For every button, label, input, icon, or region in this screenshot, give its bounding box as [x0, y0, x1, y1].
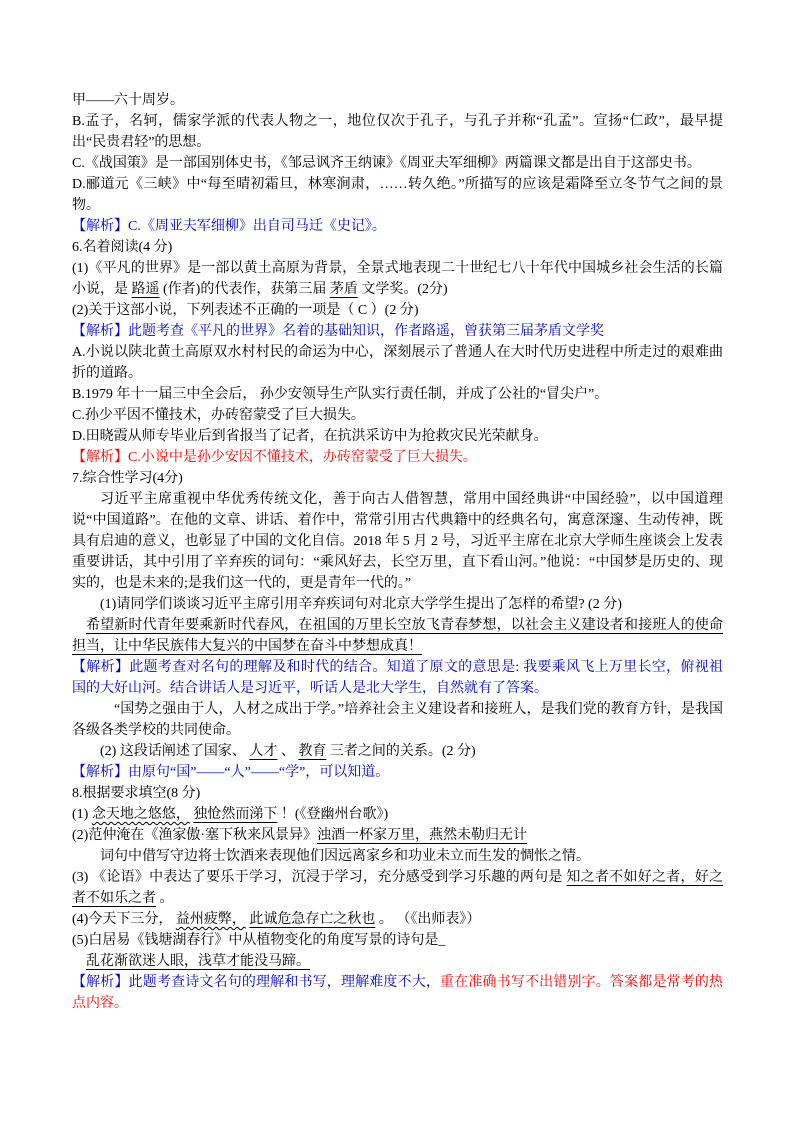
text-run: 【解析】C.《周亚夫军细柳》出自司马迁《史记》。: [72, 219, 386, 234]
text-run: (2) 这段话阐述了国家、: [100, 744, 250, 759]
text-run: 三者之间的关系。(2 分): [326, 744, 476, 759]
question-7-title: [72, 468, 723, 489]
text-run: (2)范仲淹在《渔家傲·塞下秋来风景异》: [72, 828, 317, 843]
text-run: (1)请同学们谈谈习近平主席引用辛弃疾词句对北京大学学生提出了怎样的希望? (2 分): [100, 597, 622, 612]
q6-option-a: [72, 342, 723, 384]
text-run: “国势之强由于人，人材之成出于学。”培养社会主义建设者和接班人，是我们党的教育方针，是我国各级各类学校的共同使命。: [72, 702, 723, 738]
question-6-2: [72, 300, 723, 321]
analysis-q6-2: [72, 321, 723, 342]
q6-option-c: [72, 405, 723, 426]
text-run: 习近平主席重视中华优秀传统文化，善于向古人借智慧，常用中国经典讲“中国经验”，以中国道理说“中国道路”。在他的文章、讲话、着作中，常常引用古代典籍中的经典名句，寓意深邃、生动传神，既具有启迪的意义，也彰显了中国的文化自信。2018 年 5 月 2 号，习近平主席在北京大学师生座谈会上发表重要讲话，其中引用了辛弃疾的词句：“乘风好去，长空万里，直下看山河。”他说：“中国梦是历史的、现实的，也是未来的;是我们这一代的，更是青年一代的。”: [72, 492, 723, 591]
q7-sub2: [72, 741, 723, 762]
question-6-1: [72, 258, 723, 300]
text-run: D.郦道元《三峡》中“每至晴初霜旦，林寒涧肃，……转久绝。”所描写的应该是霜降至立冬节气之间的景物。: [72, 177, 723, 213]
text-run: 。 （《出师表》）: [375, 912, 481, 927]
text-run: 【解析】此题考查对名句的理解及和时代的结合。知道了原文的意思是: 我要乘风飞上万里长空，俯视祖国的大好山河。结合讲话人是习近平，听话人是北大学生，自然就有了答案。: [72, 660, 723, 696]
text-run: 【解析】由原句“国”——“人”——“学”，可以知道。: [72, 765, 390, 780]
text-run: (3) 《论语》中表达了要乐于学习，沉浸于学习，充分感受到学习乐趣的两句是: [72, 870, 567, 885]
q8-2: [72, 825, 723, 846]
q7-intro: [72, 489, 723, 594]
option-a-continuation: [72, 90, 723, 111]
question-6-title: [72, 237, 723, 258]
q7-sub1: [72, 594, 723, 615]
q7-material2: [72, 699, 723, 741]
q8-4: [72, 909, 723, 930]
answer-blank-text: 独怆然而涕下: [193, 807, 278, 822]
q8-5: [72, 930, 723, 951]
q8-1: [72, 804, 723, 825]
q8-5-answer: [72, 951, 723, 972]
answer-blank-text: 念天地之悠悠，: [91, 807, 190, 822]
text-run: C.孙少平因不懂技术，办砖窑蒙受了巨大损失。: [72, 408, 365, 423]
answer-blank-text: 茅盾: [329, 282, 358, 297]
text-run: 6.名着阅读(4 分): [72, 240, 173, 255]
analysis-q7-sub2: [72, 762, 723, 783]
answer-blank-text: 教育: [298, 744, 327, 759]
text-run: 甲——六十周岁。: [72, 93, 184, 108]
text-run: (2)关于这部小说，下列表述不正确的一项是（ C ）(2 分): [72, 303, 419, 318]
text-run: B.孟子，名轲，儒家学派的代表人物之一，地位仅次于孔子，与孔子并称“孔孟”。宣扬“仁政”，最早提出“民贵君轻”的思想。: [72, 114, 723, 150]
q7-sub1-answer: [72, 615, 723, 657]
text-run: 8.根据要求填空(8 分): [72, 786, 201, 801]
question-8-title: [72, 783, 723, 804]
answer-blank-text: 乱花渐欲迷人眼，浅草才能没马蹄。: [86, 954, 310, 969]
answer-blank-text: 路遥: [131, 282, 160, 297]
text-run: 【解析】此题考查《平凡的世界》名着的基础知识，作者路遥，曾获第三届茅盾文学奖: [72, 324, 604, 339]
analysis-q5: [72, 216, 723, 237]
q8-3: [72, 867, 723, 909]
text-run: C.《战国策》是一部国别体史书，《邹忌讽齐王纳谏》《周亚夫军细柳》两篇课文都是出自于这部史书。: [72, 156, 701, 171]
text-run: (1)《平凡的世界》是一部以黄土高原为背景，全景式地表现二十世纪七八十年代中国城乡社会生活的长篇小说，是: [72, 261, 723, 297]
text-run: B.1979 年十一届三中全会后， 孙少安领导生产队实行责任制，并成了公社的“冒尖户”。: [72, 387, 609, 402]
text-run: A.小说以陕北黄土高原双水村村民的命运为中心，深刻展示了普通人在大时代历史进程中所走过的艰难曲折的道路。: [72, 345, 723, 381]
text-run: D.田晓霞从师专毕业后到省报当了记者，在抗洪采访中为抢救灾民光荣献身。: [72, 429, 548, 444]
text-run: 。: [156, 891, 174, 906]
text-run: 【解析】C.小说中是孙少安因不懂技术，办砖窑蒙受了巨大损失。: [72, 450, 477, 465]
text-run: 词句中借写守边将士饮酒来表现他们因远离家乡和功业未立而生发的惆怅之情。: [100, 849, 590, 864]
text-run: (1): [72, 807, 92, 822]
document-body: [72, 90, 723, 1014]
text-run: (作者)的代表作，获第三届: [159, 282, 330, 297]
q8-2-continuation: [72, 846, 723, 867]
text-run: (4)今天下三分，: [72, 912, 176, 927]
analysis-q6-option: [72, 447, 723, 468]
option-b: [72, 111, 723, 153]
answer-blank-text: 希望新时代青年要乘新时代春风，在祖国的万里长空放飞青春梦想，以社会主义建设者和接班人的使命担当，让中华民族伟大复兴的中国梦在奋斗中梦想成真！: [72, 618, 723, 654]
q6-option-b: [72, 384, 723, 405]
analysis-q8: [72, 972, 723, 1014]
text-run: 文学奖。(2分): [357, 282, 448, 297]
text-run: 7.综合性学习(4分): [72, 471, 183, 486]
analysis-q7-sub1: [72, 657, 723, 699]
text-run: (5)白居易《钱塘湖春行》中从植物变化的角度写景的诗句是_: [72, 933, 446, 948]
text-run: ！(《登幽州台歌》): [277, 807, 389, 822]
text-run: 【解析】此题考查诗文名句的理解和书写，理解难度不大，: [72, 975, 441, 990]
answer-blank-text: 此诚危急存亡之秋也: [249, 912, 376, 927]
option-d: [72, 174, 723, 216]
answer-blank-text: 知之者不如好之者，好之者不如乐之者: [72, 870, 723, 906]
text-run: 重在准确书写不出错别字。答案都是常考的热点内容。: [72, 975, 724, 1011]
text-run: 、: [277, 744, 299, 759]
answer-blank-text: 浊酒一杯家万里，燕然未勒归无计: [317, 828, 527, 843]
q6-option-d: [72, 426, 723, 447]
option-c: [72, 153, 723, 174]
answer-blank-text: 益州疲弊，: [175, 912, 246, 927]
answer-blank-text: 人才: [249, 744, 278, 759]
